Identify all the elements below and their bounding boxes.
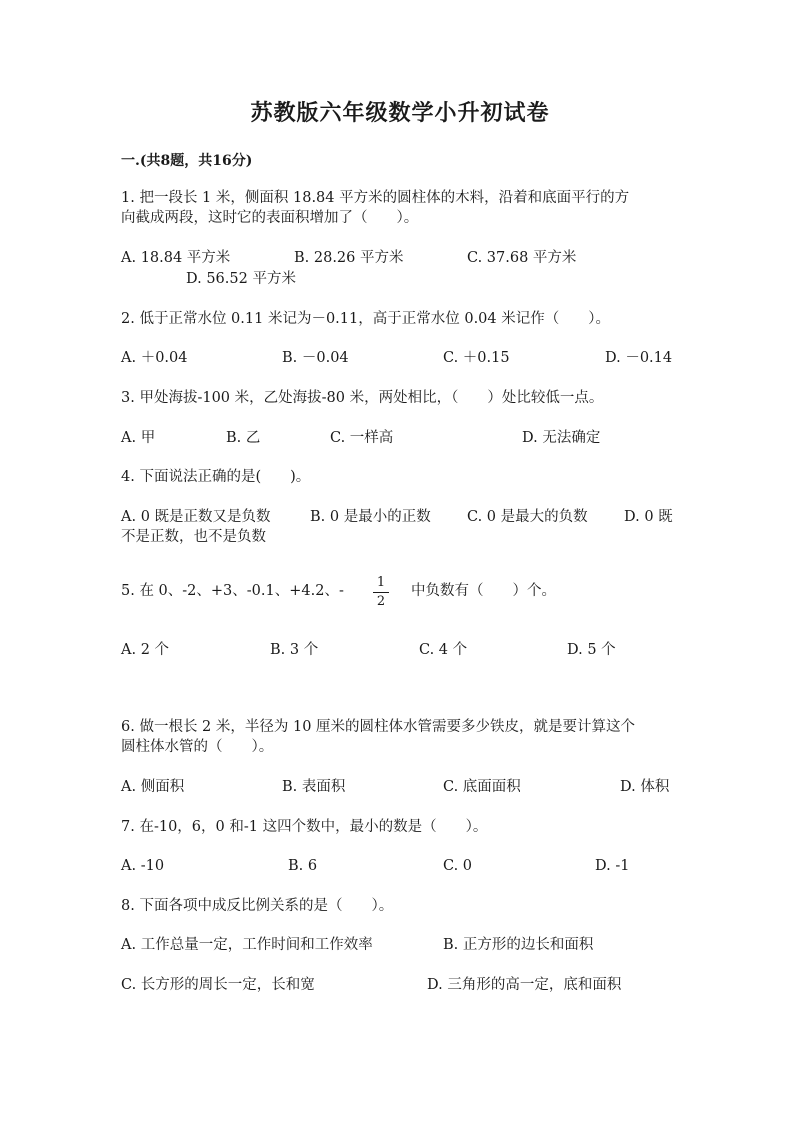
question-4-option-d-continued: 不是正数，也不是负数: [121, 529, 266, 545]
fraction-one-half: [373, 576, 389, 609]
question-1-option-b: B. 28.26 平方米: [294, 250, 404, 266]
question-2-option-d: D. －0.14: [605, 350, 673, 366]
question-8-option-a: A. 工作总量一定，工作时间和工作效率: [121, 937, 373, 953]
question-3-option-a: A. 甲: [121, 430, 156, 446]
fraction-numerator: 1: [376, 575, 386, 590]
question-6-option-d: D. 体积: [620, 779, 670, 795]
question-7-option-a: A. -10: [121, 858, 165, 874]
question-3-text: 3. 甲处海拔-100 米，乙处海拔-80 米，两处相比，（ ）处比较低一点。: [121, 390, 604, 406]
fraction-denominator: 2: [376, 594, 386, 609]
question-7-option-c: C. 0: [443, 858, 473, 874]
question-2-text: 2. 低于正常水位 0.11 米记为－0.11，高于正常水位 0.04 米记作（ ）。: [121, 311, 610, 327]
question-8-option-b: B. 正方形的边长和面积: [443, 937, 594, 953]
question-2-option-c: C. ＋0.15: [443, 350, 510, 366]
page-title: 苏教版六年级数学小升初试卷: [250, 100, 550, 126]
question-4-text: 4. 下面说法正确的是( )。: [121, 469, 311, 485]
question-6-option-a: A. 侧面积: [121, 779, 185, 795]
question-7-option-d: D. -1: [595, 858, 630, 874]
question-8-option-c: C. 长方形的周长一定，长和宽: [121, 977, 315, 993]
section-heading: 一.(共8题，共16分): [121, 153, 253, 169]
question-5-option-c: C. 4 个: [419, 642, 468, 658]
question-1-line-2: 向截成两段，这时它的表面积增加了（ ）。: [121, 210, 419, 226]
question-6-line-1: 6. 做一根长 2 米，半径为 10 厘米的圆柱体水管需要多少铁皮，就是要计算这个: [121, 719, 636, 735]
question-4-option-d: D. 0 既: [624, 509, 673, 525]
question-7-option-b: B. 6: [288, 858, 318, 874]
question-4-option-c: C. 0 是最大的负数: [467, 509, 588, 525]
question-7-text: 7. 在-10，6，0 和-1 这四个数中，最小的数是（ ）。: [121, 819, 488, 835]
question-5-text-after: 中负数有（ ）个。: [411, 583, 556, 599]
question-4-option-b: B. 0 是最小的正数: [310, 509, 431, 525]
question-1-option-d: D. 56.52 平方米: [186, 271, 296, 287]
question-5-option-b: B. 3 个: [270, 642, 319, 658]
question-3-option-c: C. 一样高: [330, 430, 394, 446]
question-1-option-c: C. 37.68 平方米: [467, 250, 577, 266]
question-5-text-before: 5. 在 0、-2、+3、-0.1、+4.2、-: [121, 583, 344, 599]
question-8-text: 8. 下面各项中成反比例关系的是（ ）。: [121, 898, 394, 914]
question-3-option-d: D. 无法确定: [522, 430, 601, 446]
fraction-bar: [373, 592, 389, 593]
question-3-option-b: B. 乙: [226, 430, 261, 446]
question-2-option-a: A. ＋0.04: [121, 350, 188, 366]
question-2-option-b: B. －0.04: [282, 350, 349, 366]
question-6-option-b: B. 表面积: [282, 779, 346, 795]
question-4-option-a: A. 0 既是正数又是负数: [121, 509, 271, 525]
question-8-option-d: D. 三角形的高一定，底和面积: [427, 977, 622, 993]
question-5-option-d: D. 5 个: [567, 642, 616, 658]
question-5-option-a: A. 2 个: [121, 642, 170, 658]
question-6-option-c: C. 底面面积: [443, 779, 521, 795]
question-1-line-1: 1. 把一段长 1 米，侧面积 18.84 平方米的圆柱体的木料，沿着和底面平行的方: [121, 190, 630, 206]
question-1-option-a: A. 18.84 平方米: [121, 250, 231, 266]
question-6-line-2: 圆柱体水管的（ ）。: [121, 739, 274, 755]
